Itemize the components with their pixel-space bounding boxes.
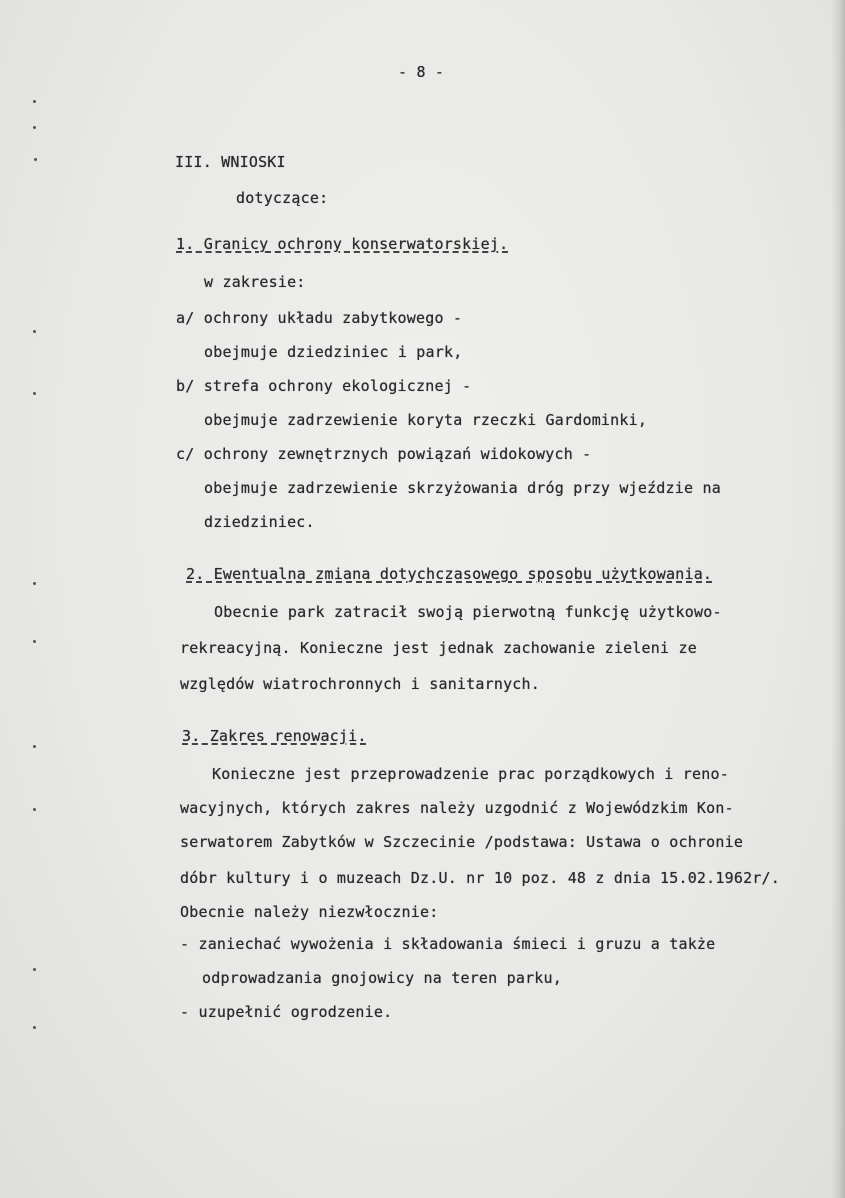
section-subheading: dotyczące: [236, 189, 329, 207]
margin-mark [33, 392, 36, 395]
item-1-line: a/ ochrony układu zabytkowego - [176, 309, 463, 327]
margin-mark [33, 640, 36, 643]
margin-mark [33, 100, 36, 103]
item-2-heading: 2. Ewentualna zmiana dotychczasowego sposobu użytkowania. [186, 565, 713, 583]
margin-mark [33, 582, 36, 585]
section-heading: III. WNIOSKI [175, 153, 286, 171]
item-3-line: odprowadzania gnojowicy na teren parku, [202, 969, 562, 987]
item-3-line: serwatorem Zabytków w Szczecinie /podstawa: Ustawa o ochronie [180, 833, 744, 851]
item-1-line: obejmuje dziedziniec i park, [204, 343, 463, 361]
item-1-line: dziedziniec. [204, 513, 315, 531]
item-1-line: b/ strefa ochrony ekologicznej - [176, 377, 472, 395]
margin-mark [33, 968, 36, 971]
item-2-line: względów wiatrochronnych i sanitarnych. [180, 675, 540, 693]
page-number: - 8 - [398, 63, 445, 81]
item-1-intro: w zakresie: [204, 273, 306, 291]
item-3-heading: 3. Zakres renowacji. [182, 727, 367, 745]
margin-mark [33, 745, 36, 748]
margin-mark [34, 158, 37, 161]
item-3-line: Obecnie należy niezwłocznie: [180, 903, 439, 921]
item-1-line: c/ ochrony zewnętrznych powiązań widokowych - [176, 445, 592, 463]
page-edge-shadow [831, 0, 845, 1198]
item-3-line: wacyjnych, których zakres należy uzgodnić z Wojewódzkim Kon- [180, 799, 734, 817]
item-1-line: obejmuje zadrzewienie skrzyżowania dróg przy wjeździe na [204, 479, 721, 497]
item-1-heading: 1. Granicy ochrony konserwatorskiej. [176, 235, 509, 253]
margin-mark [33, 330, 36, 333]
margin-mark [33, 808, 36, 811]
item-3-line: - zaniechać wywożenia i składowania śmieci i gruzu a także [180, 935, 716, 953]
item-2-line: rekreacyjną. Konieczne jest jednak zachowanie zieleni ze [180, 639, 697, 657]
item-1-line: obejmuje zadrzewienie koryta rzeczki Gardominki, [204, 411, 648, 429]
item-3-line: dóbr kultury i o muzeach Dz.U. nr 10 poz. 48 z dnia 15.02.1962r/. [180, 869, 780, 887]
item-3-line: Konieczne jest przeprowadzenie prac porządkowych i reno- [212, 765, 729, 783]
item-3-line: - uzupełnić ogrodzenie. [180, 1003, 393, 1021]
margin-mark [33, 1026, 36, 1029]
item-2-line: Obecnie park zatracił swoją pierwotną funkcję użytkowo- [214, 603, 722, 621]
margin-mark [33, 126, 36, 129]
